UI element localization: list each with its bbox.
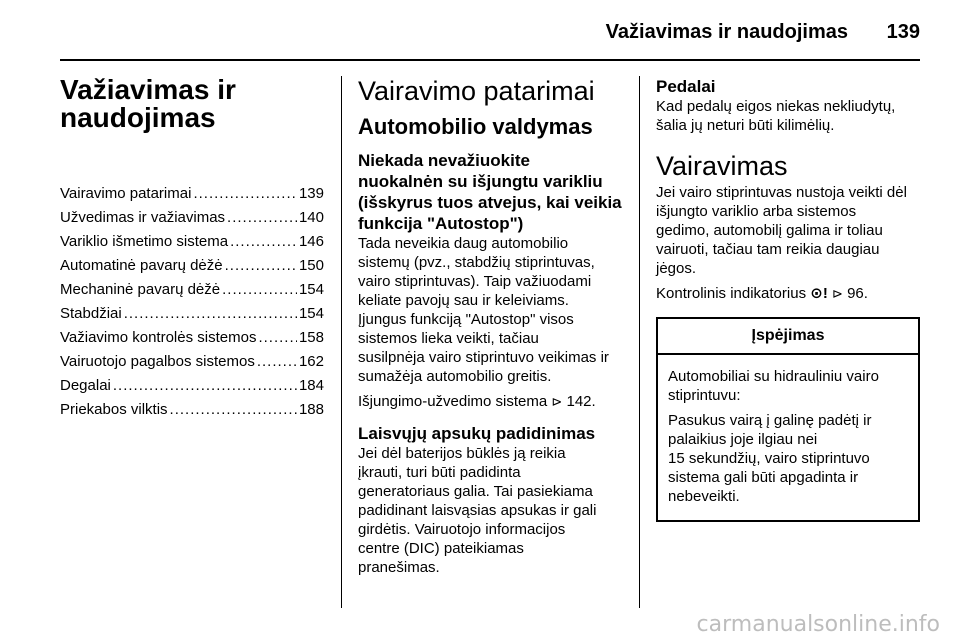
toc-item[interactable]: Važiavimo kontrolės sistemos ..... 158 <box>60 326 324 350</box>
column-divider-2 <box>639 76 640 608</box>
toc-item[interactable]: Automatinė pavarų dėžė ..... 150 <box>60 254 324 278</box>
body-paragraph: Jei dėl baterijos būklės ją reikia įkrauti, turi būti padidinta generatoriaus galia. Tai pasiekiama padidinant laisvąsias apsukas ir gali girdėtis. Vairuotojo informacijos centre (DIC) pateikiamas pranešimas. <box>358 445 597 576</box>
subsection-heading: Automobilio valdymas <box>358 114 593 139</box>
column-divider-1 <box>341 76 342 608</box>
table-of-contents <box>60 182 324 422</box>
chapter-toc-column <box>60 76 324 422</box>
body-paragraph: Jei vairo stiprintuvas nustoja veikti dėl išjungto variklio arba sistemos gedimo, automobilį galima ir toliau vairuoti, tačiau tam reikia daugiau jėgos. <box>656 184 907 277</box>
cross-reference[interactable]: Kontrolinis indikatorius ⊙! ⊳ 96. <box>656 285 868 302</box>
pedals-steering-column <box>656 76 920 522</box>
warning-box <box>656 317 920 522</box>
topic-heading: Laisvųjų apsukų padidinimas <box>358 424 596 443</box>
section-heading: Vairavimas <box>656 151 788 181</box>
header-rule <box>60 59 920 61</box>
body-paragraph: Kad pedalų eigos niekas nekliudytų, šalia jų neturi būti kilimėlių. <box>656 98 896 134</box>
section-heading: Vairavimo patarimai <box>358 76 595 106</box>
body-paragraph: Tada neveikia daug automobilio sistemų (pvz., stabdžių stiprintuvas, vairo stiprintuvas). Taip važiuodami keliate pavojų sau ir keleiviams. Įjungus funkciją "Autostop" visos sistemos lieka veikti, tačiau susilpnėja vairo stiprintuvo veikimas ir sumažėja automobilio greitis. <box>358 235 609 385</box>
toc-item[interactable]: Stabdžiai ..... 154 <box>60 302 324 326</box>
toc-item[interactable]: Vairavimo patarimai ..... 139 <box>60 182 324 206</box>
toc-item[interactable]: Vairuotojo pagalbos sistemos ..... 162 <box>60 350 324 374</box>
page-ref-arrow-icon: ⊳ <box>551 394 563 409</box>
toc-item[interactable]: Priekabos vilktis ..... 188 <box>60 398 324 422</box>
page-number: 139 <box>886 21 920 43</box>
toc-item[interactable]: Užvedimas ir važiavimas ..... 140 <box>60 206 324 230</box>
cross-reference[interactable]: Išjungimo-užvedimo sistema ⊳ 142. <box>358 393 596 410</box>
topic-heading: Niekada nevažiuokite nuokalnėn su išjungtu varikliu (išskyrus tuos atvejus, kai veikia funkcija "Autostop") <box>358 151 622 233</box>
watermark: carmanualsonline.info <box>696 612 940 637</box>
driving-hints-column <box>358 76 626 583</box>
toc-item[interactable]: Variklio išmetimo sistema ..... 146 <box>60 230 324 254</box>
warning-title: Įspėjimas <box>658 319 918 355</box>
toc-item[interactable]: Degalai ..... 184 <box>60 374 324 398</box>
steering-warning-icon: ⊙! <box>810 285 828 302</box>
header-title: Važiavimas ir naudojimas <box>605 21 848 43</box>
page-ref-arrow-icon: ⊳ <box>832 286 843 301</box>
topic-heading: Pedalai <box>656 77 716 96</box>
warning-body: Automobiliai su hidrauliniu vairo stiprintuvu: Pasukus vairą į galinę padėtį ir palaikius joje ilgiau nei 15 sekundžių, vairo stiprintuvo sistema gali būti apgadinta ir nebeveikti. <box>668 368 879 505</box>
chapter-title: Važiavimas ir naudojimas <box>60 74 236 133</box>
toc-item[interactable]: Mechaninė pavarų dėžė ..... 154 <box>60 278 324 302</box>
